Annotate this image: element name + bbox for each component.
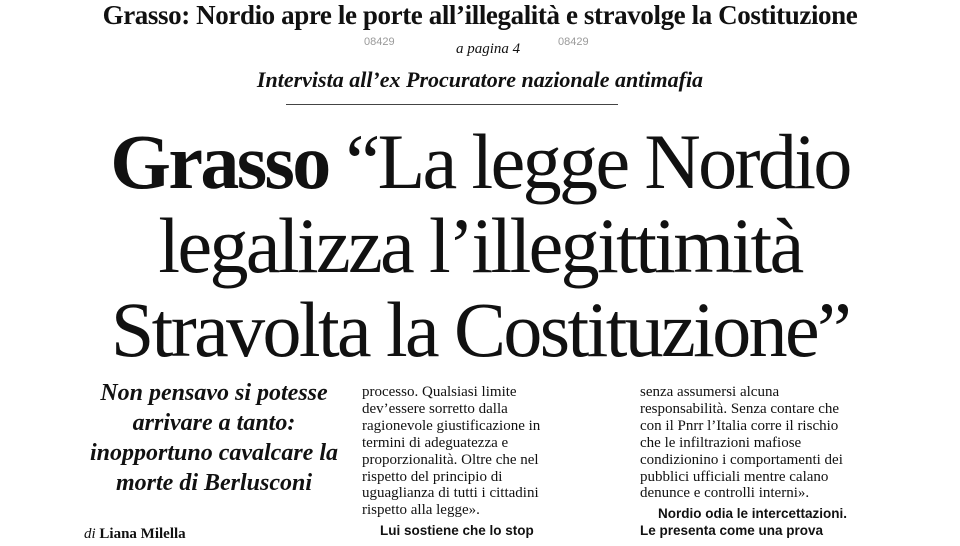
- headline-line-1: [0, 120, 960, 204]
- top-headline: Grasso: Nordio apre le porte all’illegalità e stravolge la Costituzione: [102, 0, 858, 30]
- interview-question-line-1: Nordio odia le intercettazioni.: [658, 506, 848, 522]
- column-line: che le infiltrazioni mafiose: [640, 434, 802, 451]
- interview-question: Lui sostiene che lo stop: [380, 523, 534, 539]
- headline-quote-start: “La legge Nordio: [345, 118, 850, 205]
- column-line: rispetto alla legge».: [362, 502, 480, 519]
- column-line: responsabilità. Senza contare che: [640, 400, 840, 417]
- column-line: termini di adeguatezza e: [362, 434, 509, 451]
- byline-author: Liana Milella: [99, 526, 186, 542]
- article-column-right: [640, 384, 847, 539]
- byline-prefix: di: [84, 526, 96, 542]
- column-line: con il Pnrr l’Italia corre il rischio: [640, 417, 839, 434]
- subheadline: Non pensavo si potesse arrivare a tanto: inopportuno cavalcare la morte di Berlusconi: [89, 380, 338, 496]
- column-line: senza assumersi alcuna: [640, 384, 780, 400]
- kicker-divider: [286, 104, 618, 105]
- article-column-middle: [362, 384, 540, 540]
- column-line: processo. Qualsiasi limite: [362, 384, 517, 400]
- column-line: proporzionalità. Oltre che nel: [362, 451, 539, 468]
- column-line: condizionino i comportamenti dei: [640, 451, 843, 468]
- column-line: rispetto del principio di: [362, 468, 503, 485]
- column-line: dev’essere sorretto dalla: [362, 400, 508, 417]
- archive-code-left: 08429: [364, 36, 395, 48]
- headline-line-2: legalizza l’illegittimità: [158, 202, 802, 289]
- column-line: pubblici ufficiali mentre calano: [640, 468, 829, 485]
- column-line: uguaglianza di tutti i cittadini: [362, 485, 539, 502]
- byline: [84, 526, 186, 543]
- headline-line-3: Stravolta la Costituzione”: [110, 286, 850, 373]
- archive-code-right: 08429: [558, 36, 589, 48]
- page-reference: a pagina 4: [456, 41, 521, 57]
- kicker: Intervista all’ex Procuratore nazionale antimafia: [256, 67, 704, 92]
- main-headline: [0, 120, 960, 372]
- interview-question-line-2: Le presenta come una prova: [640, 522, 824, 538]
- headline-name: Grasso: [110, 118, 329, 205]
- column-line: ragionevole giustificazione in: [362, 417, 541, 434]
- column-line: denunce e controlli interni».: [640, 485, 810, 502]
